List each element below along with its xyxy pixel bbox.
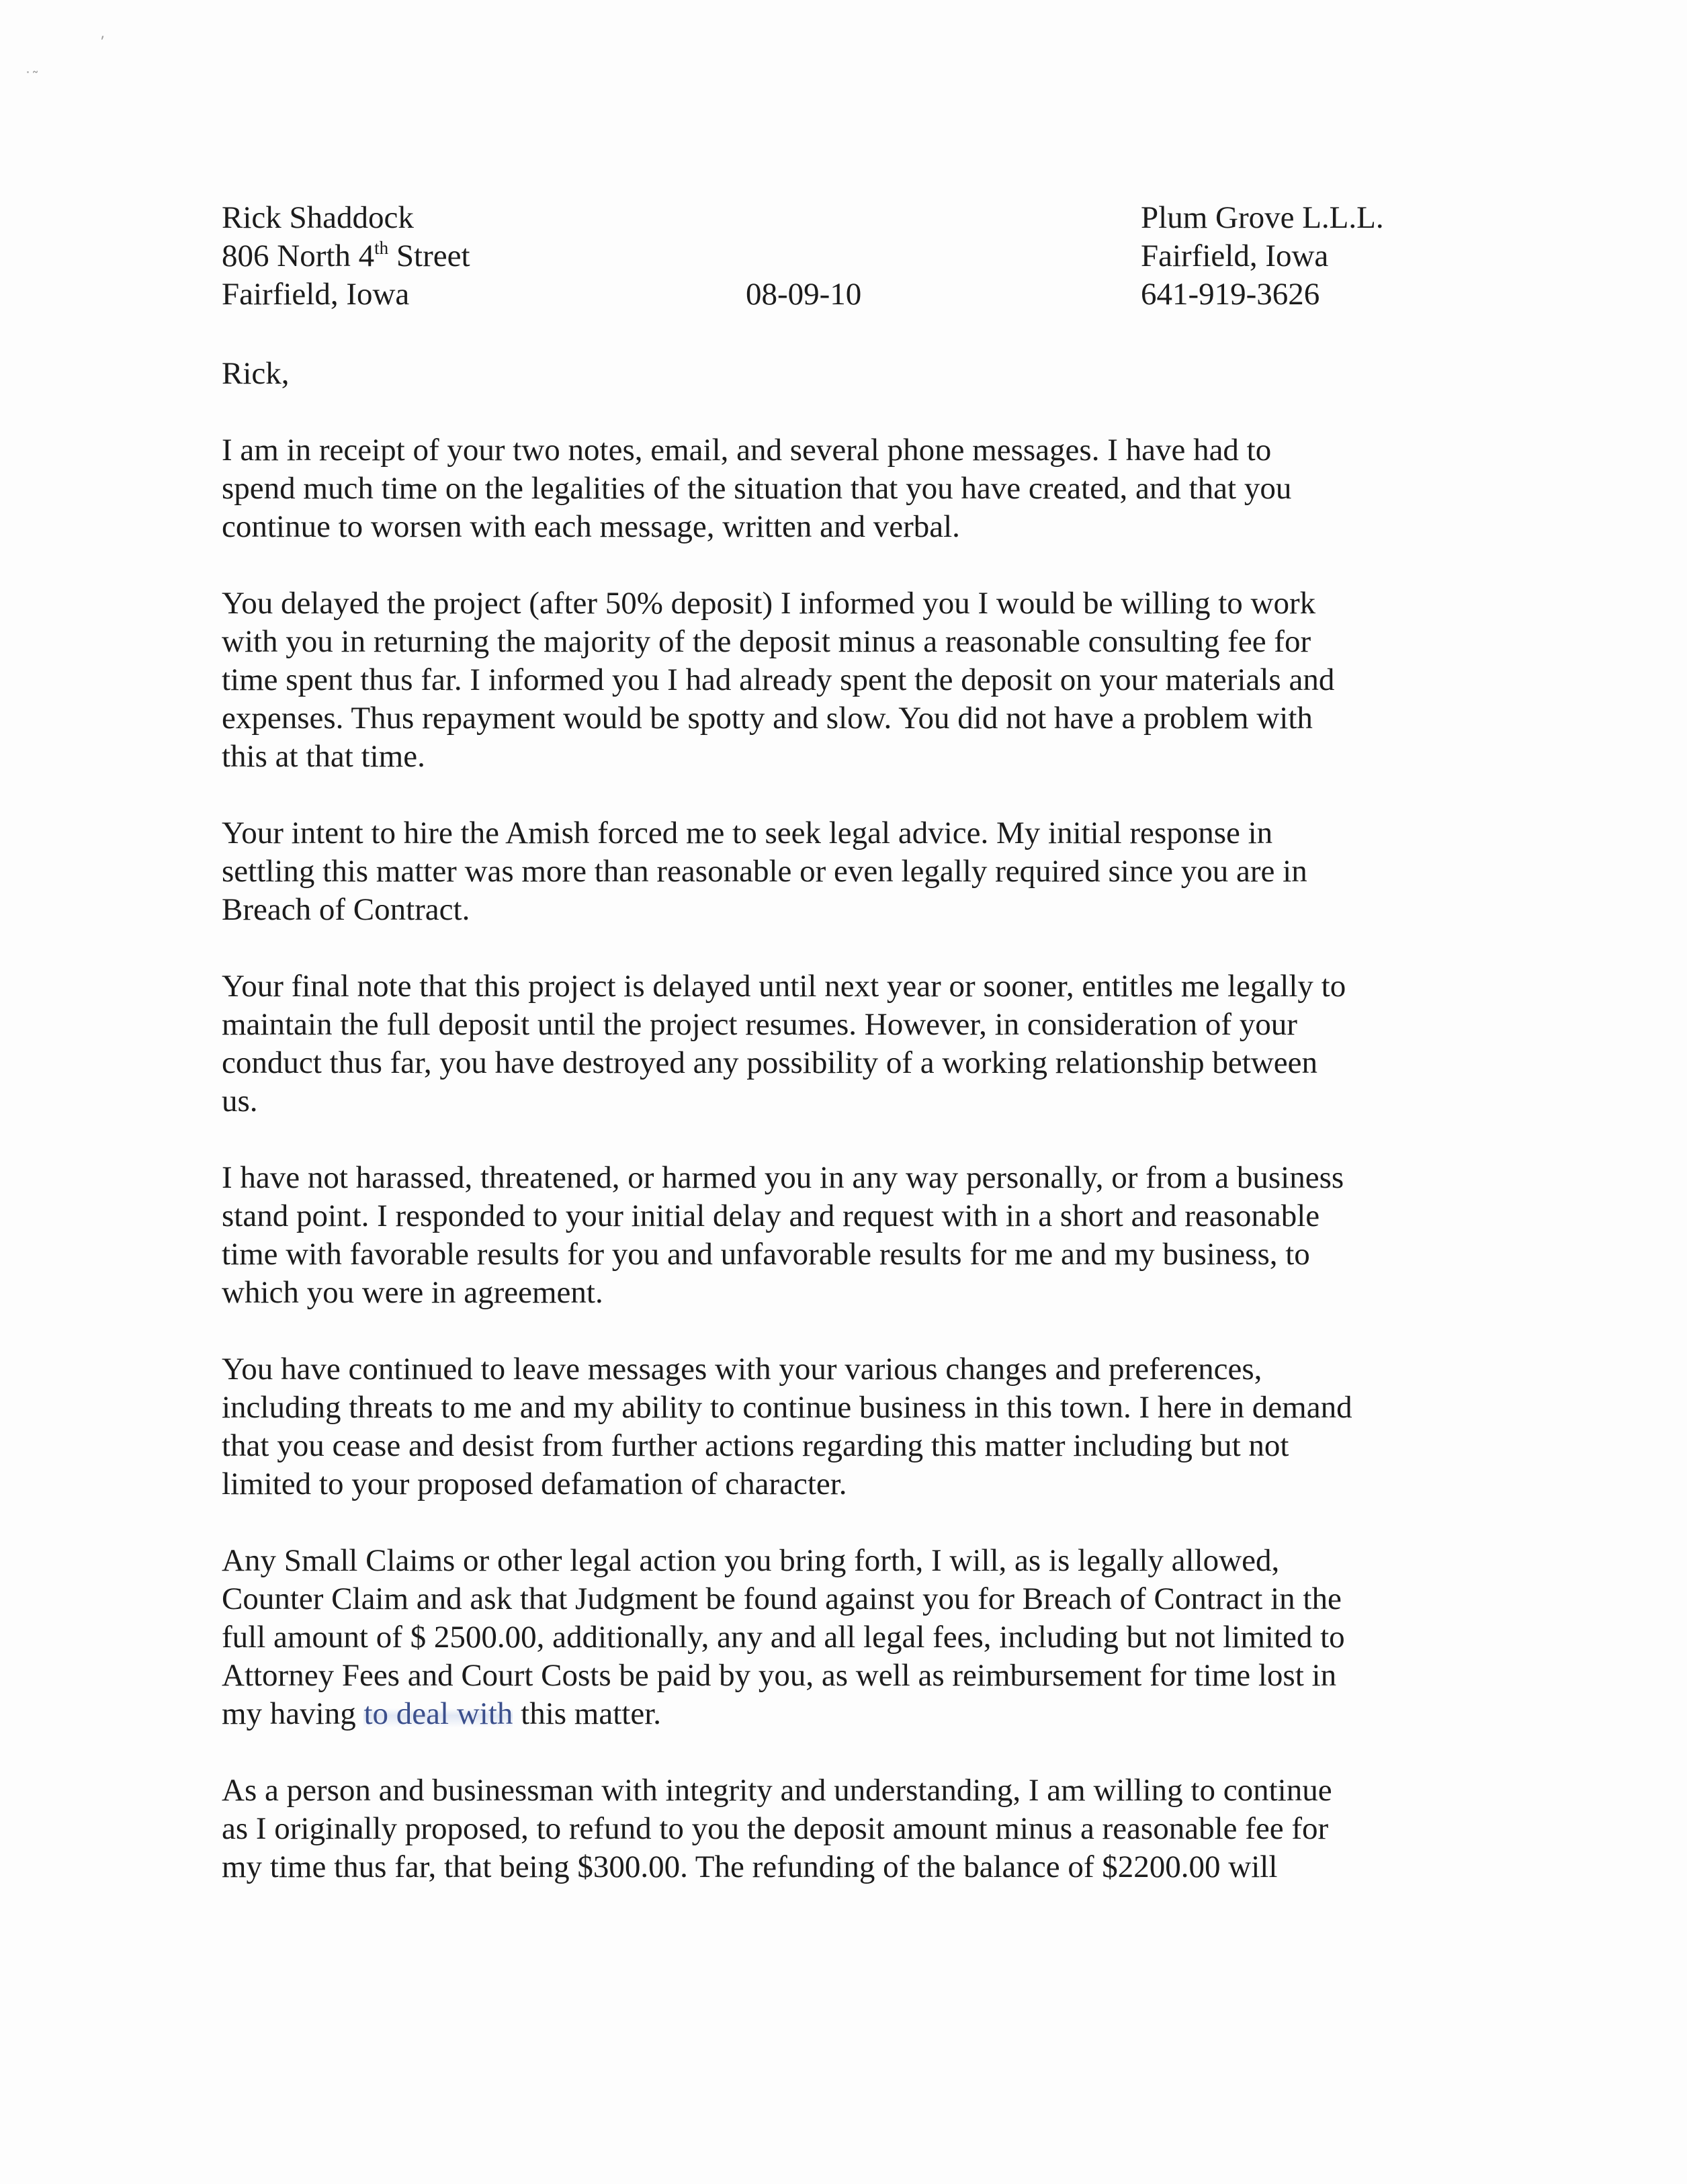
paragraph-7-last-line: my having to deal with this matter. [222,1696,662,1731]
letter-header [222,199,1465,326]
recipient-phone: 641-919-3626 [1141,277,1320,312]
recipient-city: Fairfield, Iowa [1141,238,1329,273]
scan-speck: ⸴ [101,27,105,44]
ink-smudged-text: to deal with [363,1696,513,1731]
salutation: Rick, [222,356,290,391]
sender-name: Rick Shaddock [222,200,414,235]
sender-city: Fairfield, Iowa [222,277,410,312]
paragraph-8: As a person and businessman with integrity and understanding, I am willing to continue as I originally proposed, to refund to you the deposit amount minus a reasonable fee for my time thus far, that being $300.00. The refunding of the balance of $2200.00 will [222,1773,1332,1884]
letter-date: 08-09-10 [746,277,862,312]
letter-body [222,355,1438,1925]
paragraph-5: I have not harassed, threatened, or harmed you in any way personally, or from a business stand point. I responded to your initial delay and request with in a short and reasonable time with favorable results for you and unfavorable results for me and my business, to which you were in agreement. [222,1160,1344,1310]
paragraph-4: Your final note that this project is delayed until next year or sooner, entitles me legally to maintain the full deposit until the project resumes. However, in consideration of your conduct thus far, you have destroyed any possibility of a working relationship between us. [222,969,1346,1119]
recipient-name: Plum Grove L.L.L. [1141,200,1384,235]
paragraph-6: You have continued to leave messages with your various changes and preferences, including threats to me and my ability to continue business in this town. I here in demand that you cease and desist from further actions regarding this matter including but not limited to your proposed defamation of character. [222,1352,1352,1501]
paragraph-2: You delayed the project (after 50% deposit) I informed you I would be willing to work with you in returning the majority of the deposit minus a reasonable consulting fee for time spent thus far. I informed you I had already spent the deposit on your materials and expenses. Thus repayment would be spotty and slow. You did not have a problem with this at that time. [222,586,1335,774]
recipient-address [1141,199,1477,314]
scan-speck: ˙˜ [24,70,39,87]
sender-address [222,199,692,314]
paragraph-3: Your intent to hire the Amish forced me to seek legal advice. My initial response in settling this matter was more than reasonable or even legally required since you are in Breach of Contract. [222,816,1307,927]
paragraph-7: Any Small Claims or other legal action you bring forth, I will, as is legally allowed, Counter Claim and ask that Judgment be found against you for Breach of Contract in the full amount of $ 2500.00, additionally, any and all legal fees, including but not limited to Attorney Fees and Court Costs be paid by you, as well as reimbursement for time lost in my having to deal with this matter. [222,1542,1438,1733]
sender-street: 806 North 4th Street [222,238,470,273]
paragraph-1: I am in receipt of your two notes, email, and several phone messages. I have had to spend much time on the legalities of the situation that you have created, and that you continue to worsen with each message, written and verbal. [222,433,1292,544]
